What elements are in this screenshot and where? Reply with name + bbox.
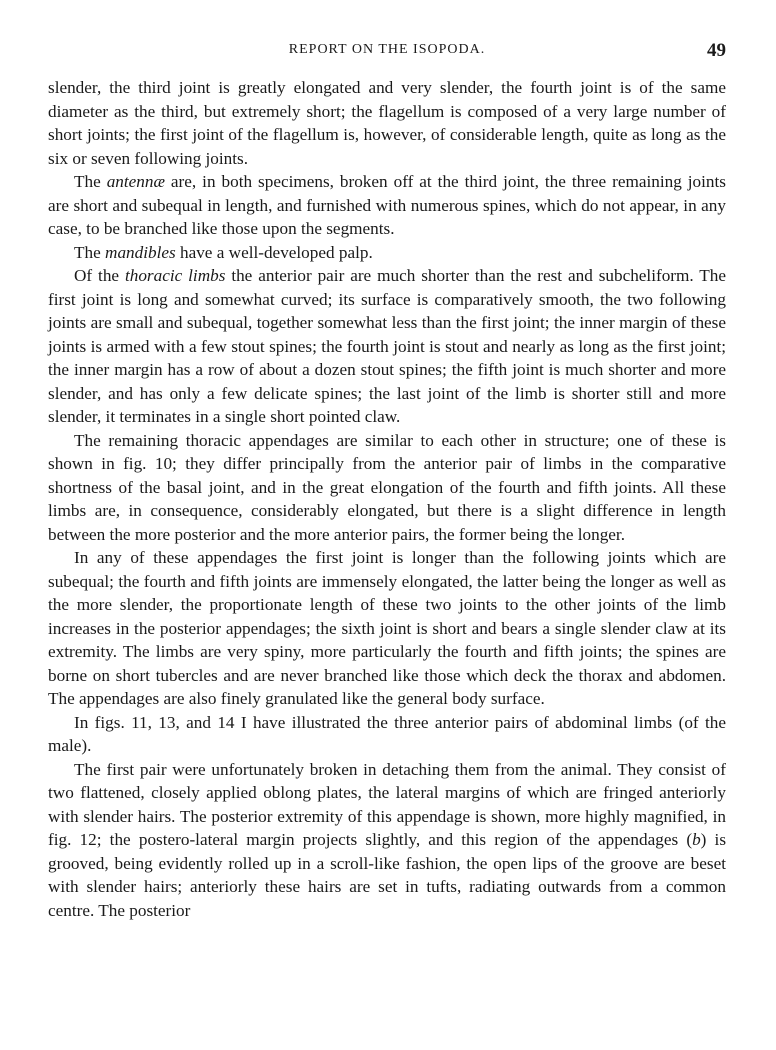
italic-term: antennæ	[106, 172, 165, 191]
italic-term: thoracic limbs	[124, 266, 226, 285]
paragraph-text: are, in both specimens, broken off at the third joint, the three remaining joints are short and subequal in length, and furnished with numerous spines, which do not appear, in any case, to be branched like those upon the segments.	[48, 172, 726, 238]
paragraph	[48, 170, 726, 241]
paragraph-text: In figs. 11, 13, and 14 I have illustrated the three anterior pairs of abdominal limbs (of the male).	[48, 712, 726, 755]
paragraph-text: The first pair were unfortunately broken in detaching them from the animal. They consist of two flattened, closely applied oblong plates, the lateral margins of which are fringed anteriorly with slender hairs. The posterior extremity of this appendage is shown, more highly magnified, in fig. 12; the postero-lateral margin projects slightly, and this region of the appendages (	[48, 759, 726, 849]
paragraph	[48, 76, 726, 170]
paragraph	[48, 241, 726, 265]
paragraph-text: In any of these appendages the first joint is longer than the following joints which are subequal; the fourth and fifth joints are immensely elongated, the latter being the longer as well as the more slender, the proportionate length of these two joints to the other joints of the limb increases in the posterior appendages; the sixth joint is short and bears a single slender claw at its extremity. The limbs are very spiny, more particularly the fourth and fifth joints; the spines are borne on short tubercles and are never branched like those which deck the thorax and abdomen. The appendages are also finely granulated like the general body surface.	[48, 548, 726, 708]
page-header	[48, 40, 726, 76]
paragraph-text: ) is grooved, being evidently rolled up in a scroll-like fashion, the open lips of the groove are beset with slender hairs; anteriorly these hairs are set in tufts, radiating outwards from a common centre. The posterior	[48, 830, 727, 920]
paragraph-text: the anterior pair are much shorter than the rest and subcheliform. The first joint is long and somewhat curved; its surface is comparatively smooth, the two following joints are small and subequal, together somewhat less than the first joint; the inner margin of these joints is armed with a few stout spines; the fourth joint is stout and nearly as long as the first joint; the inner margin has a row of about a dozen stout spines; the fifth joint is much shorter and more slender, and has only a few delicate spines; the last joint of the limb is shorter still and more slender, it terminates in a single short pointed claw.	[48, 266, 727, 426]
paragraph	[48, 546, 726, 711]
paragraph-text: The	[74, 242, 106, 262]
body-text	[48, 76, 726, 922]
page-number: 49	[707, 40, 726, 61]
paragraph	[48, 711, 726, 758]
paragraph-text: slender, the third joint is greatly elongated and very slender, the fourth joint is of the same diameter as the third, but extremely short; the flagellum is composed of a very large number of short joints; the first joint of the flagellum is, however, of considerable length, quite as long as the six or seven following joints.	[48, 78, 726, 168]
paragraph	[48, 264, 726, 429]
paragraph	[48, 429, 726, 547]
paragraph	[48, 758, 726, 923]
paragraph-text: The	[74, 172, 107, 191]
page	[48, 40, 726, 922]
paragraph-text: Of the	[74, 266, 125, 285]
paragraph-text: The remaining thoracic appendages are similar to each other in structure; one of these is shown in fig. 10; they differ principally from the anterior pair of limbs in the comparative shortness of the basal joint, and in the great elongation of the fourth and fifth joints. All these limbs are, in consequence, considerably elongated, but there is a slight difference in length between the more posterior and the more anterior pairs, the former being the longer.	[48, 430, 726, 544]
italic-term: b	[692, 830, 701, 849]
running-head: REPORT ON THE ISOPODA.	[288, 42, 486, 57]
paragraph-text: have a well-developed palp.	[175, 242, 373, 262]
italic-term: mandibles	[105, 242, 176, 262]
